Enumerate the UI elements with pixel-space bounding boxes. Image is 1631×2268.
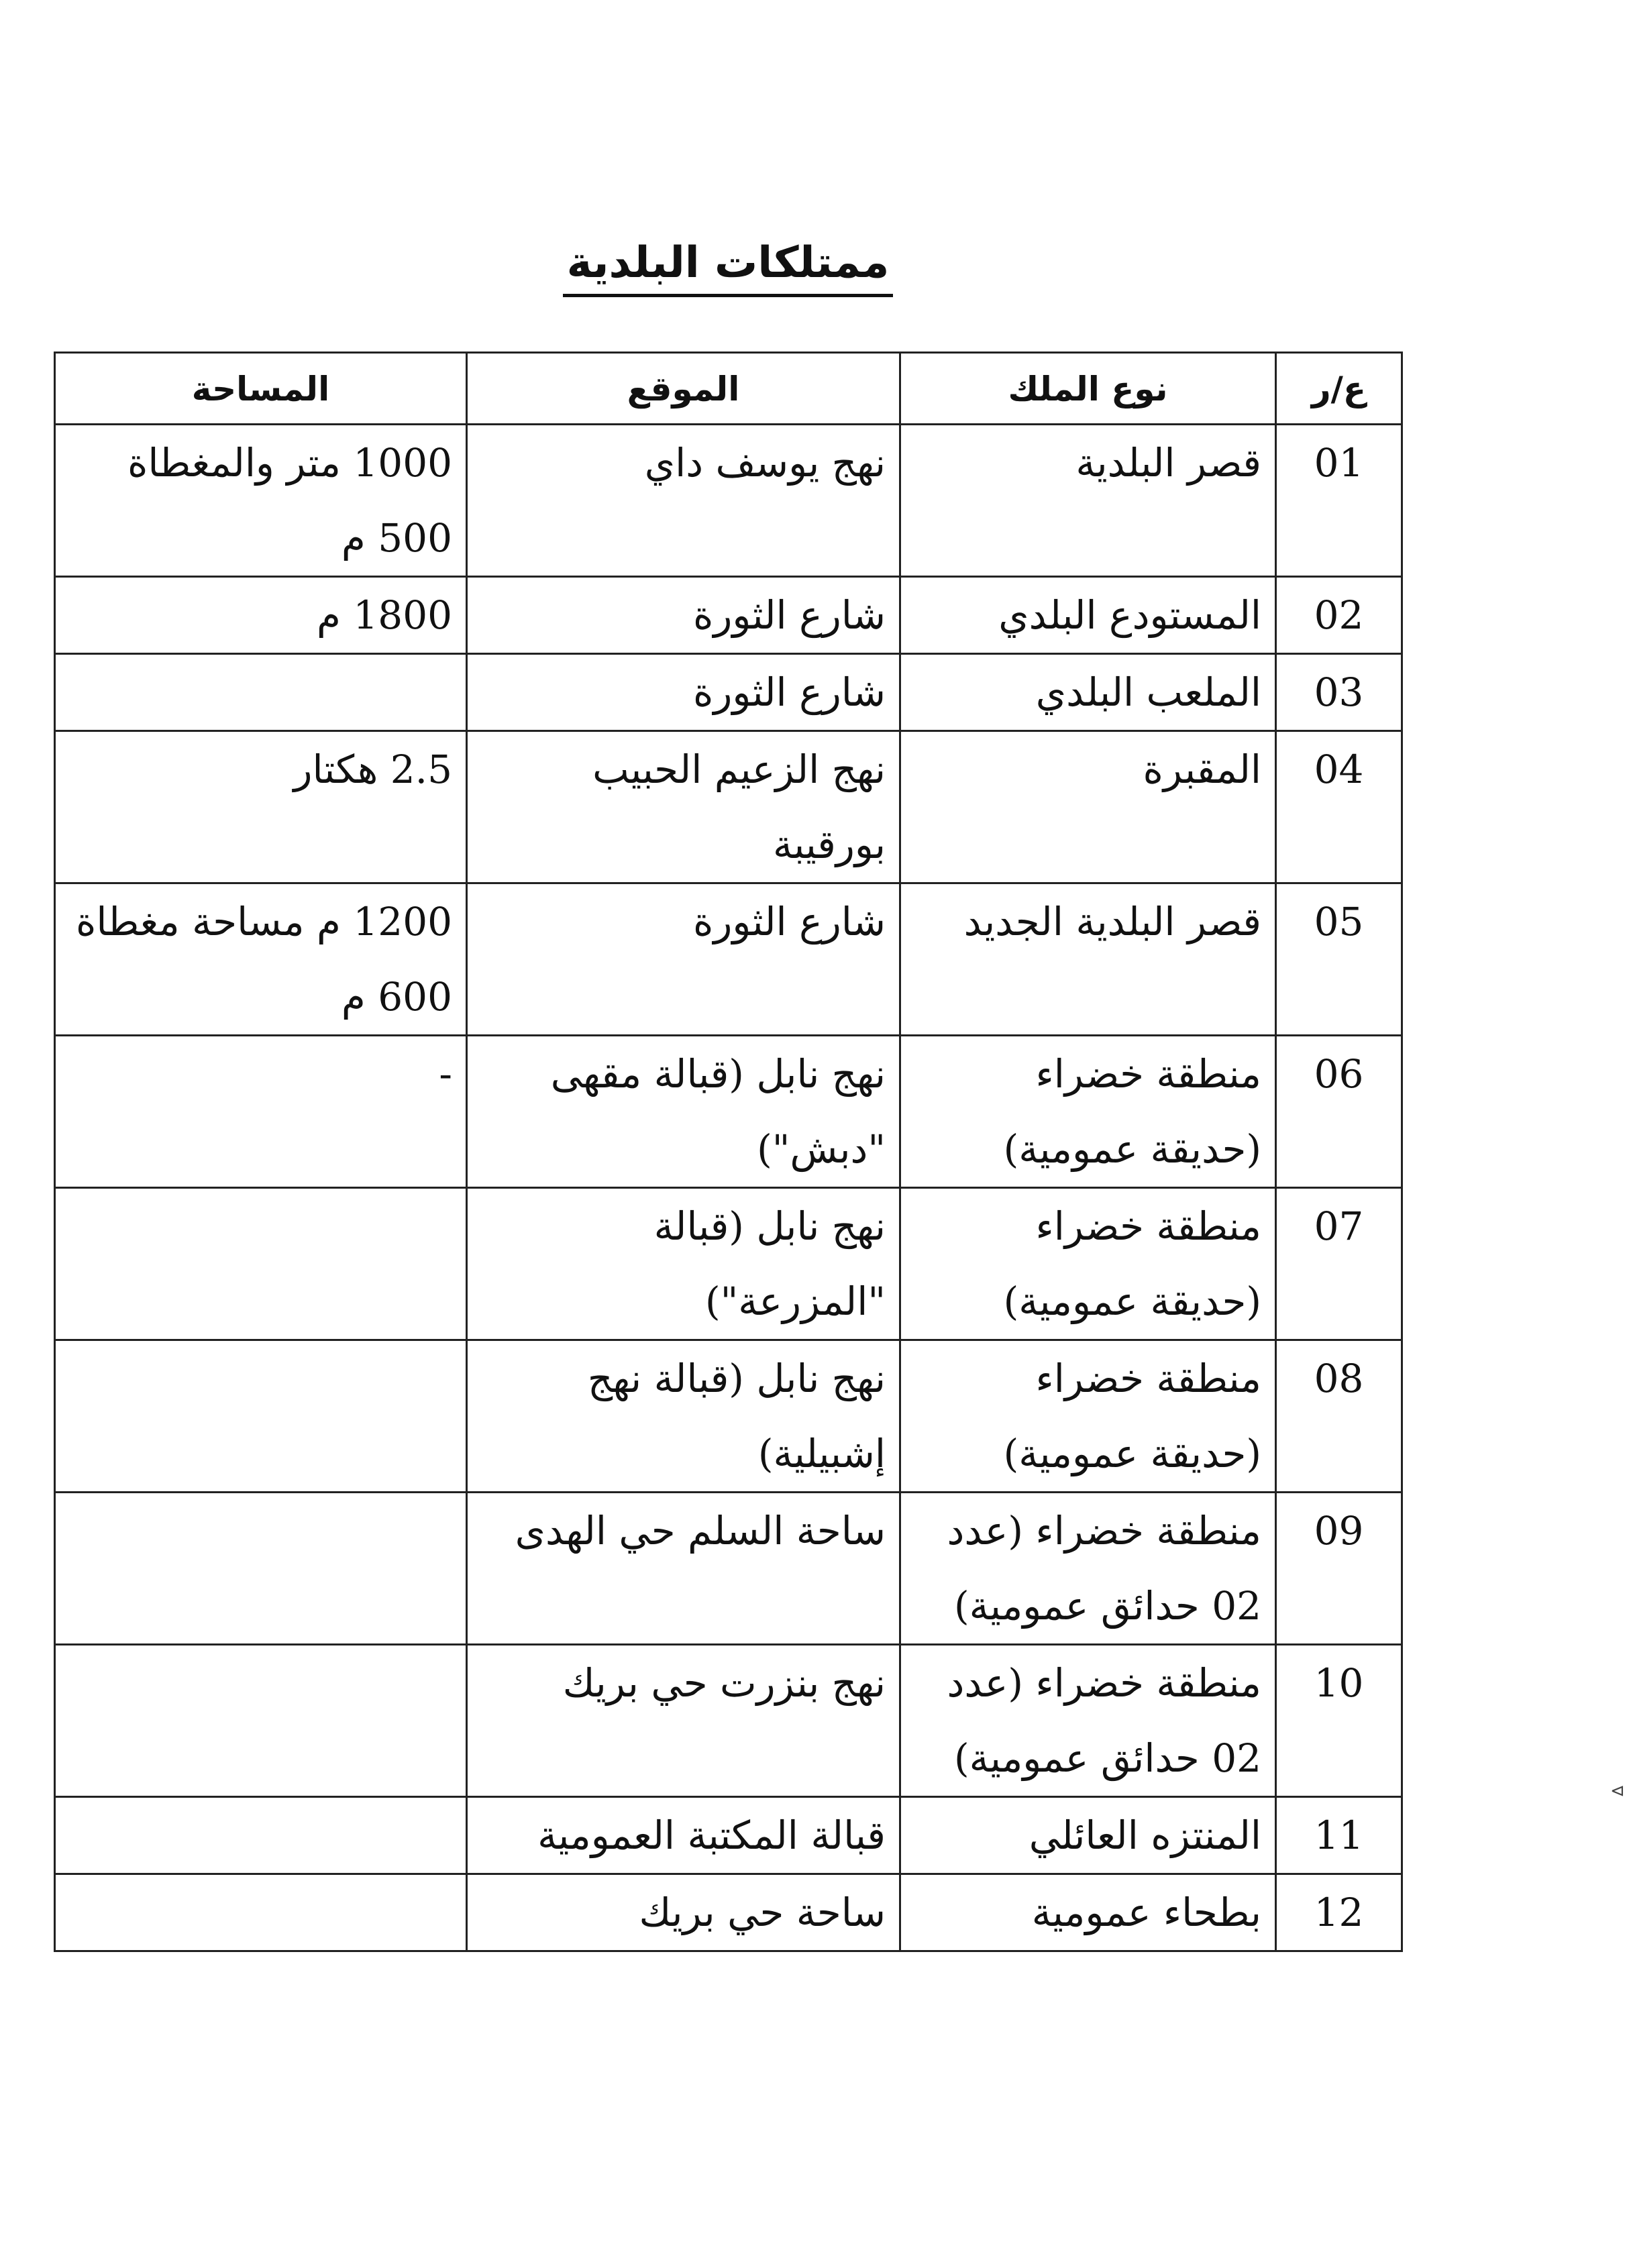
property-location: شارع الثورة bbox=[467, 883, 900, 1036]
property-type: منطقة خضراء (حديقة عمومية) bbox=[900, 1340, 1276, 1493]
property-type: المنتزه العائلي bbox=[900, 1797, 1276, 1874]
row-number: 03 bbox=[1276, 654, 1402, 731]
property-location: شارع الثورة bbox=[467, 577, 900, 654]
property-area bbox=[55, 1645, 467, 1797]
property-location: شارع الثورة bbox=[467, 654, 900, 731]
row-number: 09 bbox=[1276, 1493, 1402, 1645]
property-location: نهج الزعيم الحبيب بورقيبة bbox=[467, 731, 900, 883]
property-location: ساحة حي بريك bbox=[467, 1874, 900, 1951]
property-location: نهج نابل (قبالة "المزرعة") bbox=[467, 1188, 900, 1340]
property-type: قصر البلدية الجديد bbox=[900, 883, 1276, 1036]
property-type: منطقة خضراء (عدد 02 حدائق عمومية) bbox=[900, 1645, 1276, 1797]
property-area bbox=[55, 1874, 467, 1951]
table-row bbox=[55, 883, 1402, 1036]
property-location: ساحة السلم حي الهدى bbox=[467, 1493, 900, 1645]
property-type: الملعب البلدي bbox=[900, 654, 1276, 731]
row-number: 01 bbox=[1276, 425, 1402, 577]
table-row bbox=[55, 731, 1402, 883]
table-row bbox=[55, 425, 1402, 577]
table-header-row bbox=[55, 353, 1402, 425]
row-number: 02 bbox=[1276, 577, 1402, 654]
properties-table bbox=[54, 352, 1403, 1952]
property-area bbox=[55, 1340, 467, 1493]
property-type: منطقة خضراء (حديقة عمومية) bbox=[900, 1188, 1276, 1340]
row-number: 07 bbox=[1276, 1188, 1402, 1340]
property-type: منطقة خضراء (حديقة عمومية) bbox=[900, 1036, 1276, 1188]
row-number: 05 bbox=[1276, 883, 1402, 1036]
property-location: نهج نابل (قبالة مقهى "دبش") bbox=[467, 1036, 900, 1188]
table-row bbox=[55, 1493, 1402, 1645]
table-row bbox=[55, 1797, 1402, 1874]
row-number: 10 bbox=[1276, 1645, 1402, 1797]
property-area bbox=[55, 654, 467, 731]
table-row bbox=[55, 654, 1402, 731]
row-number: 04 bbox=[1276, 731, 1402, 883]
header-property-type: نوع الملك bbox=[900, 353, 1276, 425]
property-location: نهج يوسف داي bbox=[467, 425, 900, 577]
table-row bbox=[55, 1645, 1402, 1797]
table-row bbox=[55, 577, 1402, 654]
property-location: نهج بنزرت حي بريك bbox=[467, 1645, 900, 1797]
property-area: 1000 متر والمغطاة 500 م bbox=[55, 425, 467, 577]
property-type: المستودع البلدي bbox=[900, 577, 1276, 654]
row-number: 12 bbox=[1276, 1874, 1402, 1951]
property-area: 1200 م مساحة مغطاة 600 م bbox=[55, 883, 467, 1036]
page-title-text: ممتلكات البلدية bbox=[563, 241, 894, 297]
row-number: 08 bbox=[1276, 1340, 1402, 1493]
row-number: 06 bbox=[1276, 1036, 1402, 1188]
property-type: منطقة خضراء (عدد 02 حدائق عمومية) bbox=[900, 1493, 1276, 1645]
property-area: - bbox=[55, 1036, 467, 1188]
header-area: المساحة bbox=[55, 353, 467, 425]
property-area bbox=[55, 1188, 467, 1340]
property-type: قصر البلدية bbox=[900, 425, 1276, 577]
header-location: الموقع bbox=[467, 353, 900, 425]
row-number: 11 bbox=[1276, 1797, 1402, 1874]
header-number: ع/ر bbox=[1276, 353, 1402, 425]
property-area: 2.5 هكتار bbox=[55, 731, 467, 883]
property-location: نهج نابل (قبالة نهج إشبيلية) bbox=[467, 1340, 900, 1493]
table-row bbox=[55, 1188, 1402, 1340]
property-area bbox=[55, 1493, 467, 1645]
property-location: قبالة المكتبة العمومية bbox=[467, 1797, 900, 1874]
page-title bbox=[0, 238, 1456, 297]
property-area: 1800 م bbox=[55, 577, 467, 654]
table-row bbox=[55, 1874, 1402, 1951]
scan-artifact-mark: ⊳ bbox=[1610, 1781, 1625, 1801]
property-area bbox=[55, 1797, 467, 1874]
property-type: بطحاء عمومية bbox=[900, 1874, 1276, 1951]
table-row bbox=[55, 1340, 1402, 1493]
table-row bbox=[55, 1036, 1402, 1188]
property-type: المقبرة bbox=[900, 731, 1276, 883]
